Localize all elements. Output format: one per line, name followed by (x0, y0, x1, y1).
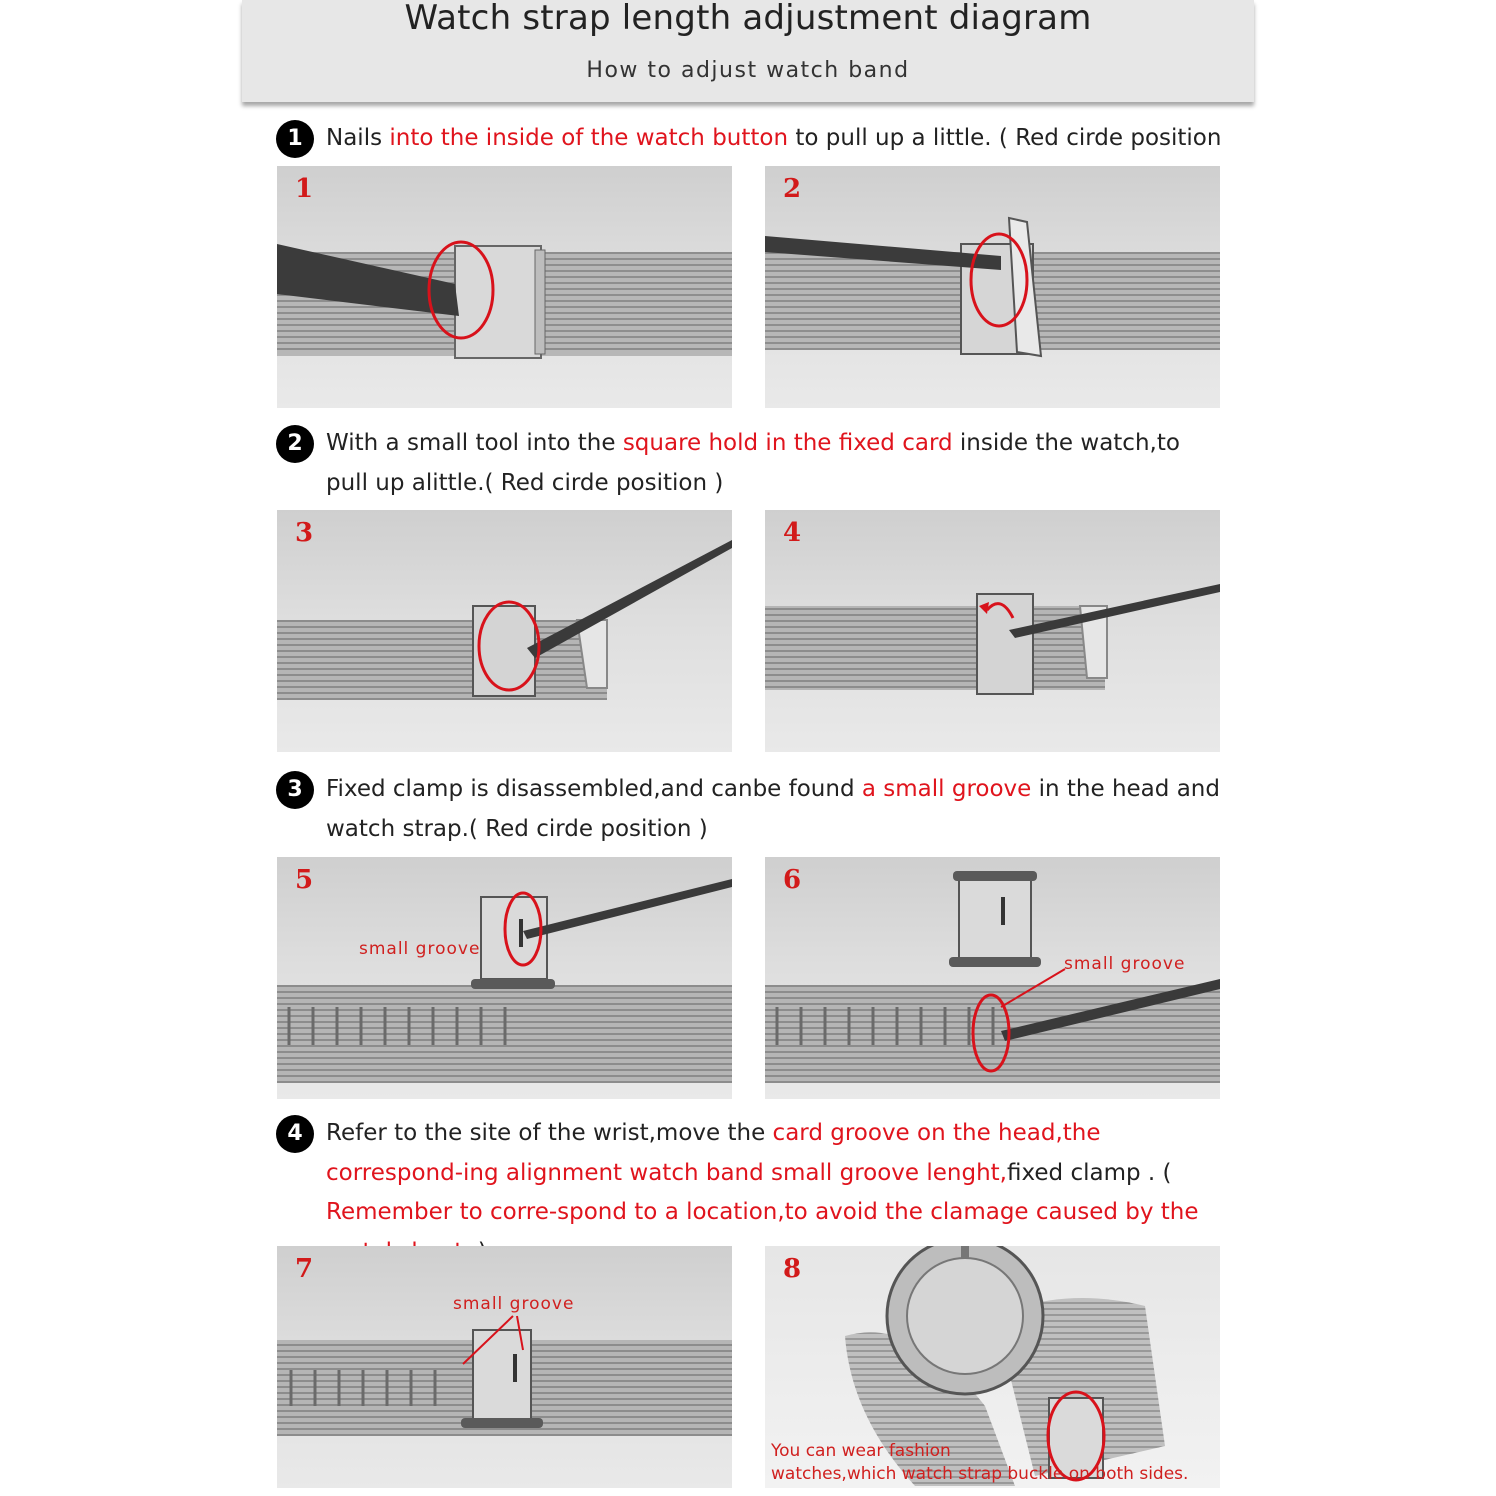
photo-number: 1 (295, 174, 314, 204)
step-text-part: inside the watch,to pull up alittle.( Red cirde position ) (326, 430, 1180, 496)
photo-caption: small groove (1064, 954, 1186, 974)
page-subtitle: How to adjust watch band (586, 58, 910, 83)
step-text-highlight: Remember to corre-spond to a location,to avoid the clamage caused by the (326, 1199, 1199, 1225)
photo-1 (277, 166, 732, 408)
header-banner (242, 0, 1254, 102)
photo-number: 5 (295, 865, 314, 895)
step-text-part: Nails (326, 125, 390, 151)
mesh-strap-illustration (765, 857, 1220, 1099)
mesh-strap-illustration (765, 510, 1220, 752)
step-text-highlight: square hold in the fixed card (622, 430, 953, 456)
step-2-instruction (276, 424, 1226, 503)
mesh-strap-illustration (277, 166, 732, 408)
step-text (326, 770, 1226, 849)
photo-number: 7 (295, 1254, 314, 1284)
photo-6 (765, 857, 1220, 1099)
step-text-part: fixed clamp . ( (1007, 1159, 1172, 1186)
step-text (326, 424, 1226, 503)
step-text-part: Fixed clamp is disassembled,and canbe found (326, 776, 862, 802)
step-text-highlight: card groove on the head,the correspond-ing alignment watch band small groove lenght, (326, 1120, 1101, 1186)
step-badge: 1 (276, 120, 314, 158)
step-badge: 4 (276, 1115, 314, 1153)
mesh-strap-illustration (277, 510, 732, 752)
step-3-instruction (276, 770, 1226, 849)
photo-caption: small groove (359, 939, 481, 959)
step-text-highlight: into the inside of the watch button (389, 125, 789, 151)
page-title: Watch strap length adjustment diagram (404, 0, 1092, 38)
photo-number: 6 (783, 865, 802, 895)
step-text-part: Refer to the site of the wrist,move the (326, 1120, 773, 1146)
photo-number: 2 (783, 174, 802, 204)
step-text-part: in the head and watch strap.( Red cirde position ) (326, 776, 1220, 842)
photo-number: 8 (783, 1254, 802, 1284)
photo-note-line: watches,which watch strap buckle on both sides. (771, 1464, 1189, 1484)
photo-3 (277, 510, 732, 752)
step-badge: 2 (276, 425, 314, 463)
photo-caption: small groove (453, 1294, 575, 1314)
photo-number: 4 (783, 518, 802, 548)
step-text-part: With a small tool into the (326, 430, 623, 456)
photo-note (771, 1440, 1188, 1486)
photo-number: 3 (295, 518, 314, 548)
photo-2 (765, 166, 1220, 408)
mesh-strap-illustration (277, 857, 732, 1099)
step-text-highlight: a small groove (861, 776, 1032, 802)
mesh-strap-illustration (277, 1246, 732, 1488)
photo-5 (277, 857, 732, 1099)
step-badge: 3 (276, 771, 314, 809)
photo-7 (277, 1246, 732, 1488)
photo-note-line: You can wear fashion (771, 1441, 951, 1461)
mesh-strap-illustration (765, 166, 1220, 408)
step-text-part: to pull up a little. ( Red cirde position (795, 125, 1222, 151)
photo-4 (765, 510, 1220, 752)
photo-8 (765, 1246, 1220, 1488)
